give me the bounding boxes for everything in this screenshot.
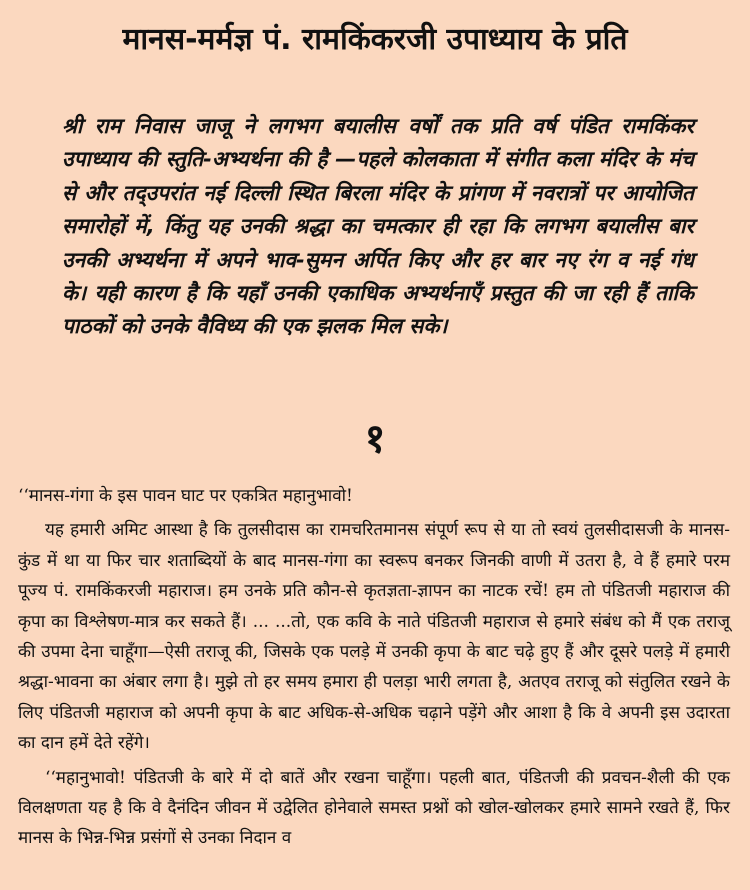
body-paragraph: ‘‘महानुभावो! पंडितजी के बारे में दो बातें और रखना चाहूँगा। पहली बात, पंडितजी की प्रवचन-शैली की एक विलक्षणता यह है कि वे दैनंदिन जीवन में उद्वेलित होनेवाले समस्त प्रश्नों को खोल-खोलकर हमारे सामने रखते हैं, फिर मानस के भिन्न-भिन्न प्रसंगों से उनका निदान व <box>18 767 730 849</box>
body-text <box>18 481 730 858</box>
intro-paragraph: श्री राम निवास जाजू ने लगभग बयालीस वर्षों तक प्रति वर्ष पंडित रामकिंकर उपाध्याय की स्तुति-अभ्यर्थना की है —पहले कोलकाता में संगीत कला मंदिर के मंच से और तद्उपरांत नई दिल्ली स्थित बिरला मंदिर के प्रांगण में नवरात्रों पर आयोजित समारोहों में, किंतु यह उनकी श्रद्धा का चमत्कार ही रहा कि लगभग बयालीस बार उनकी अभ्यर्थना में अपने भाव-सुमन अर्पित किए और हर बार नए रंग व नई गंध के। यही कारण है कि यहाँ उनकी एकाधिक अभ्यर्थनाएँ प्रस्तुत की जा रही हैं ताकि पाठकों को उनके वैविध्य की एक झलक मिल सके। <box>62 114 694 339</box>
page-title: मानस-मर्मज्ञ पं. रामकिंकरजी उपाध्याय के प्रति <box>122 22 628 57</box>
body-paragraph: यह हमारी अमिट आस्था है कि तुलसीदास का रामचरितमानस संपूर्ण रूप से या तो स्वयं तुलसीदासजी के मानस-कुंड में था या फिर चार शताब्दियों के बाद मानस-गंगा का स्वरूप बनकर जिनकी वाणी में उतरा है, वे हैं हमारे परम पूज्य पं. रामकिंकरजी महाराज। हम उनके प्रति कौन-से कृतज्ञता-ज्ञापन का नाटक रचें! हम तो पंडितजी महाराज की कृपा का विश्लेषण-मात्र कर सकते हैं। ... ...तो, एक कवि के नाते पंडितजी महाराज से हमारे संबंध को मैं एक तराजू की उपमा देना चाहूँगा—ऐसी तराजू की, जिसके एक पलड़े में उनकी कृपा के बाट चढ़े हुए हैं और दूसरे पलड़े में हमारी श्रद्धा-भावना का अंबार लगा है। मुझे तो हर समय हमारा ही पलड़ा भारी लगता है, अतएव तराजू को संतुलित रखने के लिए पंडितजी महाराज को अपनी कृपा के बाट अधिक-से-अधिक चढ़ाने पड़ेंगे और आशा है कि वे अपनी इस उदारता का दान हमें देते रहेंगे। <box>18 520 730 754</box>
salutation-paragraph: ‘‘मानस-गंगा के इस पावन घाट पर एकत्रित महानुभावो! <box>18 486 353 506</box>
section-number: १ <box>364 416 386 462</box>
